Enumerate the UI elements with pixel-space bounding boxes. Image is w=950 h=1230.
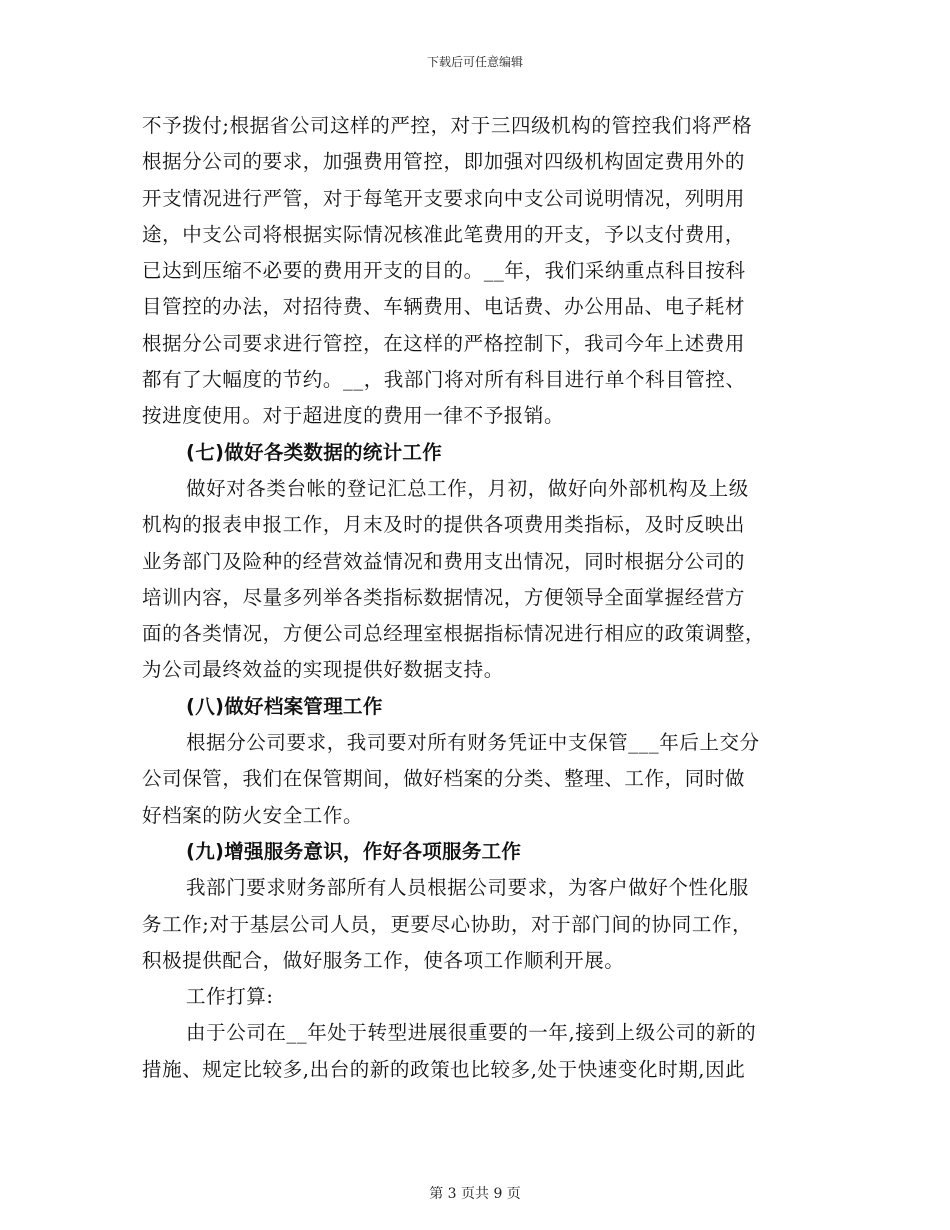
section-heading: (八)做好档案管理工作	[186, 694, 383, 718]
paragraph-line: 公司保管，我们在保管期间，做好档案的分类、整理、工作，同时做	[142, 767, 746, 791]
paragraph-line: 途，中支公司将根据实际情况核准此笔费用的开支，予以支付费用，	[142, 222, 746, 246]
paragraph-line: 都有了大幅度的节约。__，我部门将对所有科目进行单个科目管控、	[142, 368, 746, 392]
document-body	[142, 108, 812, 1088]
section-heading: (七)做好各类数据的统计工作	[186, 440, 443, 464]
paragraph-line: 务工作;对于基层公司人员，更要尽心协助，对于部门间的协同工作，	[142, 912, 753, 936]
paragraph-line: 积极提供配合，做好服务工作，使各项工作顺利开展。	[142, 948, 625, 972]
paragraph-line-first: 做好对各类台帐的登记汇总工作，月初，做好向外部机构及上级	[186, 476, 749, 500]
paragraph-line-first: 根据分公司要求，我司要对所有财务凭证中支保管___年后上交分	[186, 731, 760, 755]
paragraph-line: 培训内容，尽量多列举各类指标数据情况，方便领导全面掌握经营方	[142, 585, 746, 609]
paragraph-line: 开支情况进行严管，对于每笔开支要求向中支公司说明情况，列明用	[142, 186, 746, 210]
paragraph-line: 为公司最终效益的实现提供好数据支持。	[142, 658, 504, 682]
paragraph-line-first: 工作打算:	[186, 985, 274, 1009]
paragraph-line: 不予拨付;根据省公司这样的严控，对于三四级机构的管控我们将严格	[142, 114, 753, 137]
paragraph-line: 措施、规定比较多,出台的新的政策也比较多,处于快速变化时期,因此	[142, 1057, 746, 1081]
paragraph-line: 已达到压缩不必要的费用开支的目的。__年，我们采纳重点科目按科	[142, 259, 746, 283]
paragraph-line: 按进度使用。对于超进度的费用一律不予报销。	[142, 404, 565, 428]
paragraph-line-first: 由于公司在__年处于转型进展很重要的一年,接到上级公司的新的	[186, 1021, 757, 1045]
paragraph-line: 业务部门及险种的经营效益情况和费用支出情况，同时根据分公司的	[142, 549, 746, 573]
paragraph-line: 好档案的防火安全工作。	[142, 803, 364, 827]
section-heading: (九)增强服务意识，作好各项服务工作	[186, 839, 522, 863]
paragraph-line: 面的各类情况，方便公司总经理室根据指标情况进行相应的政策调整，	[142, 622, 766, 646]
paragraph-line: 机构的报表申报工作，月末及时的提供各项费用类指标，及时反映出	[142, 513, 746, 537]
page-footer: 第 3 页共 9 页	[429, 1186, 521, 1202]
paragraph-line-first: 我部门要求财务部所有人员根据公司要求，为客户做好个性化服	[186, 876, 749, 900]
paragraph-line: 根据分公司要求进行管控，在这样的严格控制下，我司今年上述费用	[142, 331, 746, 355]
page-header: 下载后可任意编辑	[426, 55, 523, 69]
paragraph-line: 根据分公司的要求，加强费用管控，即加强对四级机构固定费用外的	[142, 150, 746, 174]
paragraph-line: 目管控的办法，对招待费、车辆费用、电话费、办公用品、电子耗材	[142, 295, 746, 319]
